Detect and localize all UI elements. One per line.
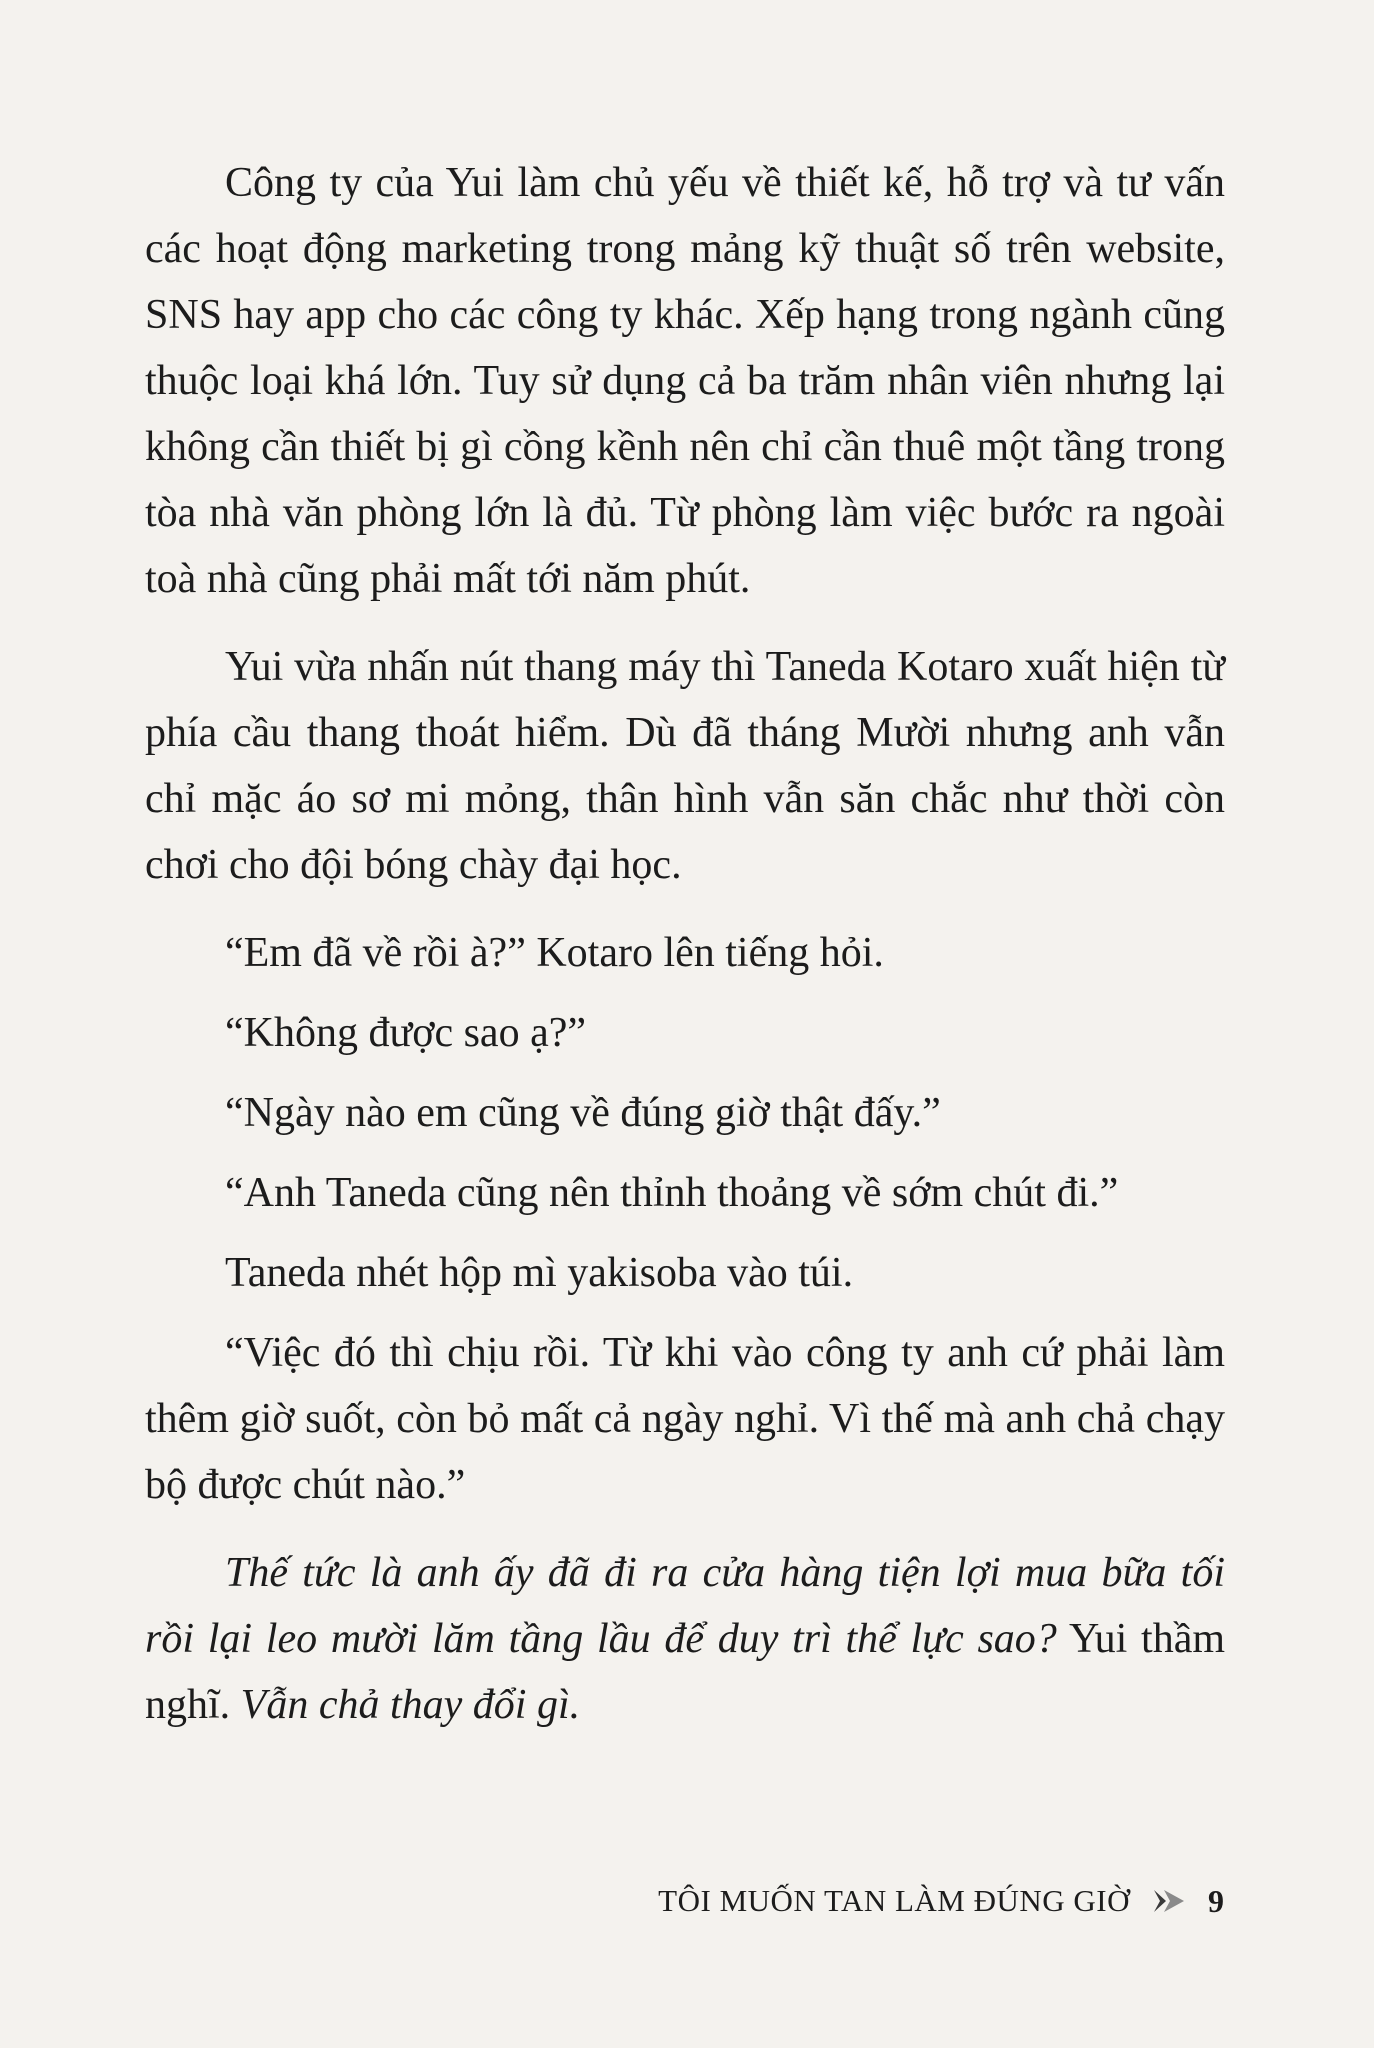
page-number: 9 [1208,1882,1224,1919]
text-segment: Taneda nhét hộp mì yakisoba vào túi. [225,1250,854,1296]
paragraph [145,1240,1225,1306]
italic-thought: Thế tức là anh ấy đã đi ra cửa hàng tiện lợi mua bữa tối rồi lại leo mười lăm tầng lầu để duy trì thể lực sao? [145,1550,1225,1662]
arrow-right-icon [1152,1888,1186,1914]
text-segment: “Việc đó thì chịu rồi. Từ khi vào công ty anh cứ phải làm thêm giờ suốt, còn bỏ mất cả ngày nghỉ. Vì thế mà anh chả chạy bộ được chút nào.” [145,1330,1225,1508]
paragraph [145,1540,1225,1738]
paragraph [145,634,1225,898]
body-text [145,150,1225,1760]
paragraph [145,920,1225,986]
text-segment: “Anh Taneda cũng nên thỉnh thoảng về sớm chút đi.” [225,1170,1119,1216]
paragraph [145,1080,1225,1146]
paragraph [145,150,1225,612]
paragraph [145,1000,1225,1066]
running-title: TÔI MUỐN TAN LÀM ĐÚNG GIỜ [658,1883,1130,1918]
italic-thought: Vẫn chả thay đổi gì. [240,1682,581,1728]
text-segment: Công ty của Yui làm chủ yếu về thiết kế, hỗ trợ và tư vấn các hoạt động marketing trong mảng kỹ thuật số trên website, SNS hay app cho các công ty khác. Xếp hạng trong ngành cũng thuộc loại khá lớn. Tuy sử dụng cả ba trăm nhân viên nhưng lại không cần thiết bị gì cồng kềnh nên chỉ cần thuê một tầng trong tòa nhà văn phòng lớn là đủ. Từ phòng làm việc bước ra ngoài toà nhà cũng phải mất tới năm phút. [145,160,1225,602]
paragraph [145,1160,1225,1226]
text-segment: “Em đã về rồi à?” Kotaro lên tiếng hỏi. [225,930,884,976]
text-segment: “Ngày nào em cũng về đúng giờ thật đấy.” [225,1090,941,1136]
text-segment: Yui vừa nhấn nút thang máy thì Taneda Kotaro xuất hiện từ phía cầu thang thoát hiểm. Dù đã tháng Mười nhưng anh vẫn chỉ mặc áo sơ mi mỏng, thân hình vẫn săn chắc như thời còn chơi cho đội bóng chày đại học. [145,644,1225,888]
page-footer [0,1876,1374,1926]
text-segment: Yui thầm nghĩ. [145,1616,1225,1728]
text-segment: “Không được sao ạ?” [225,1010,586,1056]
paragraph [145,1320,1225,1518]
